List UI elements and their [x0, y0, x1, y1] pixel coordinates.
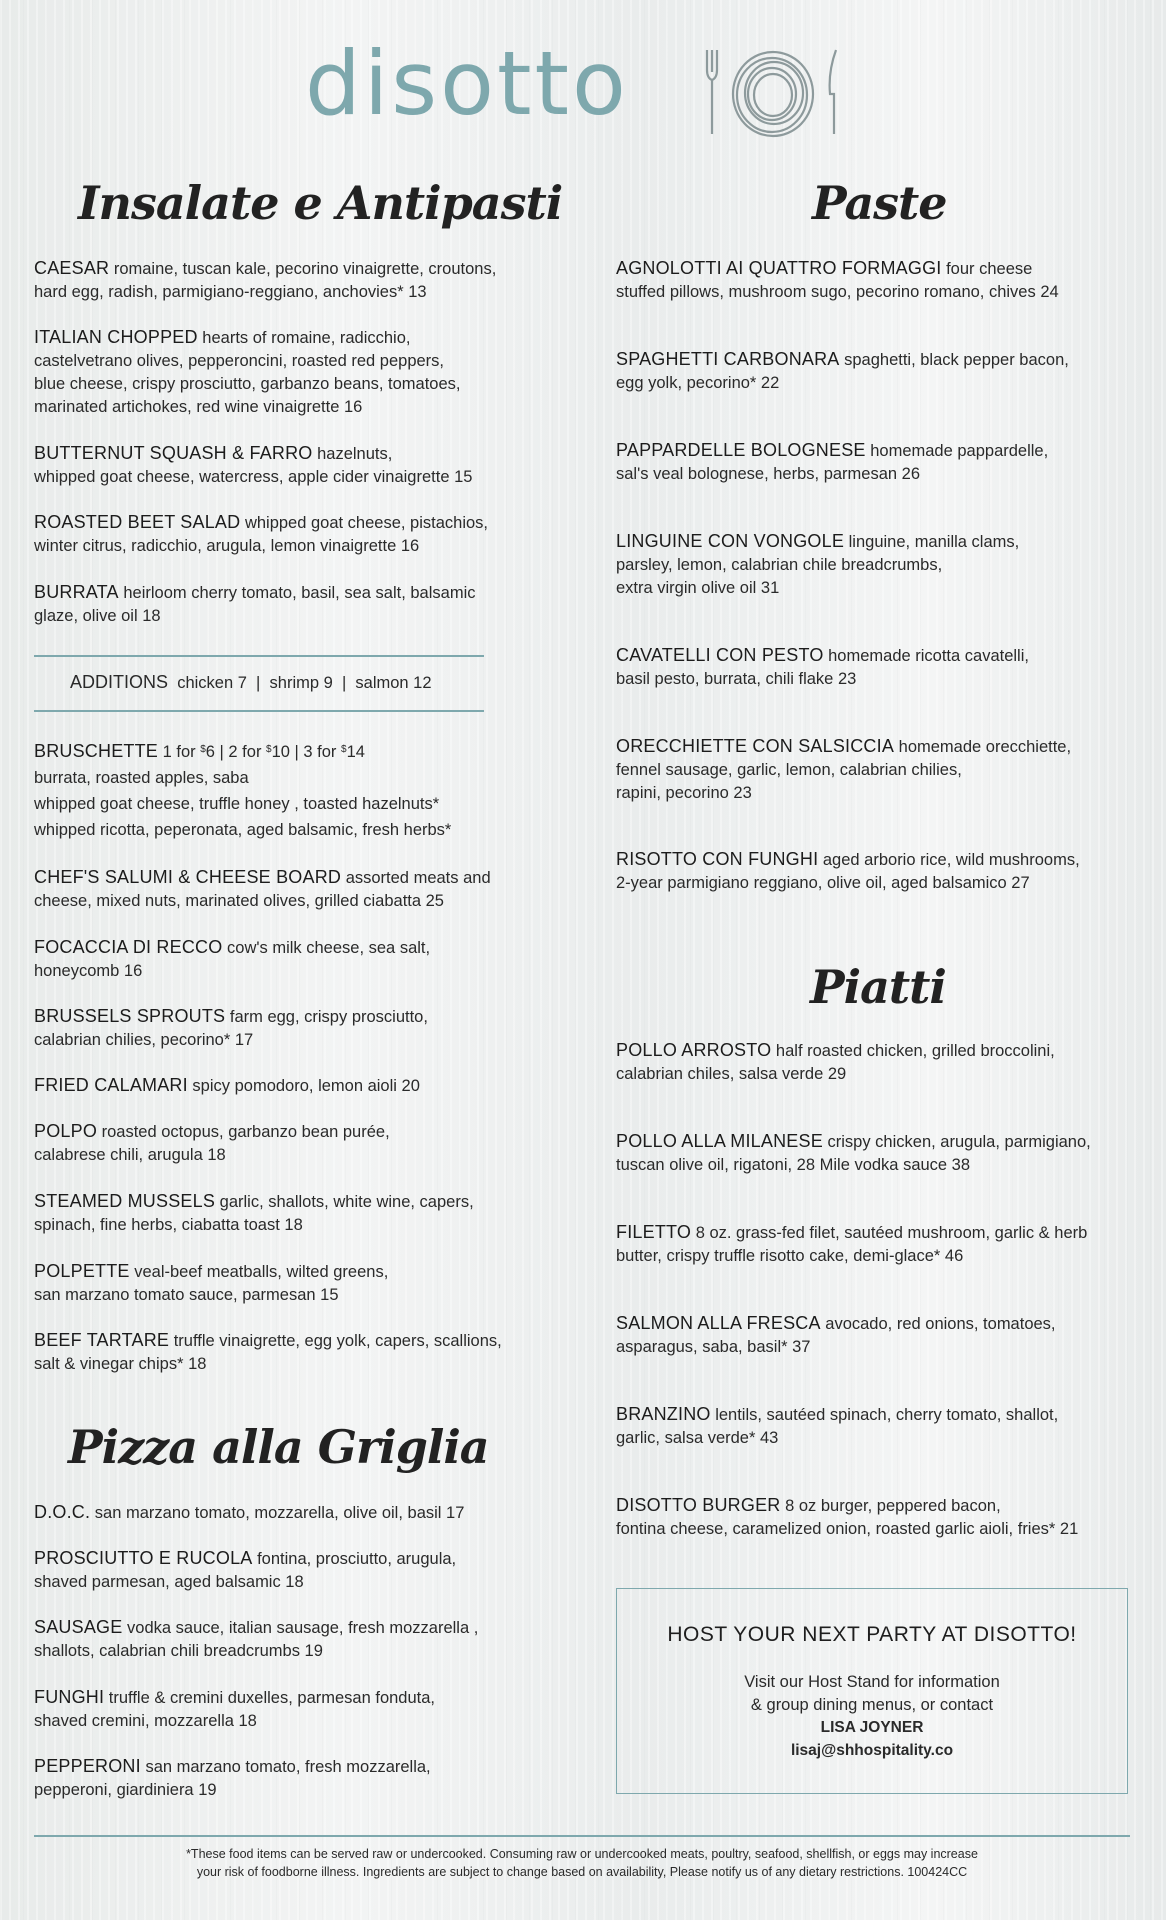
item-name: SPAGHETTI CARBONARA [616, 349, 840, 369]
divider [34, 655, 484, 657]
item-name: D.O.C. [34, 1502, 91, 1522]
menu-item: CAESAR romaine, tuscan kale, pecorino vinaigrette, croutons, hard egg, radish, parmigiano-reggiano, anchovies* 13 [34, 258, 497, 301]
menu-item: ORECCHIETTE CON SALSICCIA homemade orecchiette, fennel sausage, garlic, lemon, calabrian chilies, rapini, pecorino 23 [616, 736, 1072, 802]
party-info-box [616, 1588, 1128, 1794]
footer-disclaimer-line: *These food items can be served raw or undercooked. Consuming raw or undercooked meats, poultry, seafood, shellfish, or eggs may increase [186, 1847, 978, 1861]
menu-item: STEAMED MUSSELS garlic, shallots, white wine, capers, spinach, fine herbs, ciabatta toast 18 [34, 1191, 474, 1234]
menu-item: FILETTO 8 oz. grass-fed filet, sautéed mushroom, garlic & herb butter, crispy truffle risotto cake, demi-glace* 46 [616, 1222, 1088, 1265]
party-line: & group dining menus, or contact [750, 1696, 994, 1714]
menu-item: CHEF'S SALUMI & CHEESE BOARD assorted meats and cheese, mixed nuts, marinated olives, grilled ciabatta 25 [34, 867, 491, 910]
item-name: CAESAR [34, 258, 110, 278]
item-name: ROASTED BEET SALAD [34, 512, 241, 532]
menu-item: AGNOLOTTI AI QUATTRO FORMAGGI four cheese stuffed pillows, mushroom sugo, pecorino romano, chives 24 [616, 258, 1059, 301]
party-contact-email[interactable]: lisaj@shhospitality.co [790, 1742, 954, 1759]
item-name: POLLO ALLA MILANESE [616, 1131, 823, 1151]
item-name: SAUSAGE [34, 1617, 123, 1637]
menu-item: D.O.C. san marzano tomato, mozzarella, olive oil, basil 17 [34, 1502, 465, 1522]
footer-divider [34, 1835, 1130, 1837]
menu-item: LINGUINE CON VONGOLE linguine, manilla clams, parsley, lemon, calabrian chile breadcrumbs, extra virgin olive oil 31 [616, 531, 1020, 597]
menu-item: SALMON ALLA FRESCA avocado, red onions, tomatoes, asparagus, saba, basil* 37 [616, 1313, 1056, 1356]
menu-item: BRUSSELS SPROUTS farm egg, crispy prosciutto, calabrian chilies, pecorino* 17 [34, 1006, 428, 1049]
item-name: ITALIAN CHOPPED [34, 327, 198, 347]
section-title-insalate: Insalate e Antipasti [78, 176, 563, 230]
menu-item: POLLO ALLA MILANESE crispy chicken, arugula, parmigiano, tuscan olive oil, rigatoni, 28 Mile vodka sauce 38 [616, 1131, 1091, 1174]
menu-item: CAVATELLI CON PESTO homemade ricotta cavatelli, basil pesto, burrata, chili flake 23 [616, 645, 1029, 688]
item-name: PAPPARDELLE BOLOGNESE [616, 440, 866, 460]
divider [34, 710, 484, 712]
menu-item: ITALIAN CHOPPED hearts of romaine, radicchio, castelvetrano olives, pepperoncini, roasted red peppers, blue cheese, crispy prosciutto, garbanzo beans, tomatoes, marinated artichokes, red wine vinaigrette 16 [34, 327, 461, 416]
logo-wordmark: disotto [305, 32, 629, 135]
menu-item: BRANZINO lentils, sautéed spinach, cherry tomato, shallot, garlic, salsa verde* 43 [616, 1404, 1059, 1447]
menu-item: PROSCIUTTO E RUCOLA fontina, prosciutto, arugula, shaved parmesan, aged balsamic 18 [34, 1548, 457, 1591]
menu-item: ROASTED BEET SALAD whipped goat cheese, pistachios, winter citrus, radicchio, arugula, lemon vinaigrette 16 [34, 512, 489, 555]
menu-item: POLPO roasted octopus, garbanzo bean purée, calabrese chili, arugula 18 [34, 1121, 390, 1164]
menu-item: POLLO ARROSTO half roasted chicken, grilled broccolini, calabrian chiles, salsa verde 29 [616, 1040, 1055, 1083]
menu-item: BEEF TARTARE truffle vinaigrette, egg yolk, capers, scallions, salt & vinegar chips* 18 [34, 1330, 502, 1373]
item-name: ORECCHIETTE CON SALSICCIA [616, 736, 895, 756]
logo [305, 32, 865, 148]
additions-text: chicken 7 | shrimp 9 | salmon 12 [177, 674, 432, 692]
item-name: BRANZINO [616, 1404, 711, 1424]
item-name: FUNGHI [34, 1687, 105, 1707]
item-name: BRUSCHETTE [34, 741, 159, 761]
menu-item: FUNGHI truffle & cremini duxelles, parmesan fonduta, shaved cremini, mozzarella 18 [34, 1687, 435, 1730]
section-title-piatti: Piatti [810, 960, 946, 1014]
item-name: STEAMED MUSSELS [34, 1191, 216, 1211]
footer-disclaimer-line: your risk of foodborne illness. Ingredients are subject to change based on availability, Please notify us of any dietary restrictions. 100424CC [196, 1865, 968, 1879]
item-name: LINGUINE CON VONGOLE [616, 531, 845, 551]
item-name: DISOTTO BURGER [616, 1495, 781, 1515]
menu-item: BURRATA heirloom cherry tomato, basil, sea salt, balsamic glaze, olive oil 18 [34, 582, 476, 625]
item-name: PROSCIUTTO E RUCOLA [34, 1548, 253, 1568]
menu-item: PAPPARDELLE BOLOGNESE homemade pappardelle, sal's veal bolognese, herbs, parmesan 26 [616, 440, 1049, 483]
item-name: BRUSSELS SPROUTS [34, 1006, 226, 1026]
item-name: FILETTO [616, 1222, 692, 1242]
menu-item: POLPETTE veal-beef meatballs, wilted greens, san marzano tomato sauce, parmesan 15 [34, 1261, 389, 1304]
item-name: BUTTERNUT SQUASH & FARRO [34, 443, 313, 463]
additions [70, 672, 432, 693]
additions-label: ADDITIONS [70, 672, 169, 692]
item-name: RISOTTO CON FUNGHI [616, 849, 819, 869]
item-name: SALMON ALLA FRESCA [616, 1313, 821, 1333]
item-name: POLLO ARROSTO [616, 1040, 772, 1060]
menu-item: RISOTTO CON FUNGHI aged arborio rice, wild mushrooms, 2-year parmigiano reggiano, olive oil, aged balsamico 27 [616, 849, 1080, 892]
menu-item: BUTTERNUT SQUASH & FARRO hazelnuts, whipped goat cheese, watercress, apple cider vinaigrette 15 [34, 443, 473, 486]
fork-plate-knife-icon [700, 42, 850, 142]
menu-item: FOCACCIA DI RECCO cow's milk cheese, sea salt, honeycomb 16 [34, 937, 431, 980]
menu-item: SPAGHETTI CARBONARA spaghetti, black pepper bacon, egg yolk, pecorino* 22 [616, 349, 1069, 392]
item-name: BEEF TARTARE [34, 1330, 170, 1350]
item-name: POLPO [34, 1121, 98, 1141]
item-name: FRIED CALAMARI [34, 1075, 188, 1095]
section-title-pizza: Pizza alla Griglia [68, 1420, 489, 1474]
bruschette-options: burrata, roasted apples, saba whipped goat cheese, truffle honey , toasted hazelnuts* whipped ricotta, peperonata, aged balsamic, fresh herbs* [34, 769, 452, 839]
item-name: PEPPERONI [34, 1756, 141, 1776]
item-name: AGNOLOTTI AI QUATTRO FORMAGGI [616, 258, 942, 278]
menu-item: PEPPERONI san marzano tomato, fresh mozzarella, pepperoni, giardiniera 19 [34, 1756, 431, 1799]
party-title: HOST YOUR NEXT PARTY AT DISOTTO! [667, 1623, 1077, 1646]
item-name: CHEF'S SALUMI & CHEESE BOARD [34, 867, 342, 887]
menu-item-bruschette: BRUSCHETTE 1 for $6 | 2 for $10 | 3 for $14 [34, 741, 365, 761]
item-name: POLPETTE [34, 1261, 130, 1281]
section-title-paste: Paste [812, 176, 947, 230]
party-line: Visit our Host Stand for information [744, 1673, 1000, 1691]
menu-item: DISOTTO BURGER 8 oz burger, peppered bacon, fontina cheese, caramelized onion, roasted garlic aioli, fries* 21 [616, 1495, 1079, 1538]
party-contact-name: LISA JOYNER [820, 1719, 924, 1736]
item-name: CAVATELLI CON PESTO [616, 645, 824, 665]
menu-item: SAUSAGE vodka sauce, italian sausage, fresh mozzarella , shallots, calabrian chili breadcrumbs 19 [34, 1617, 479, 1660]
item-name: BURRATA [34, 582, 119, 602]
item-name: FOCACCIA DI RECCO [34, 937, 223, 957]
menu-item: FRIED CALAMARI spicy pomodoro, lemon aioli 20 [34, 1075, 420, 1095]
